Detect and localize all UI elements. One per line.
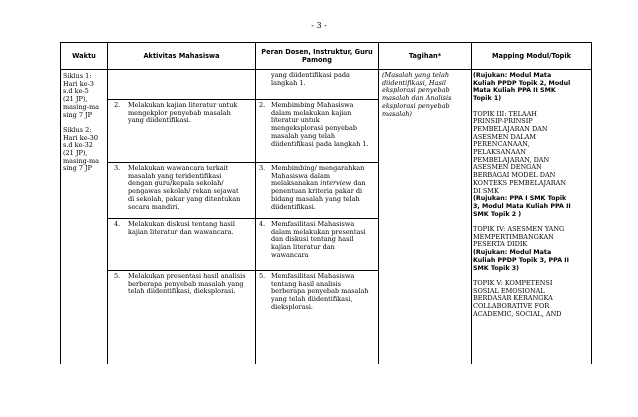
mapping-cell xyxy=(472,70,592,364)
header-peran: Peran Dosen, Instruktur, Guru Pamong xyxy=(256,43,379,70)
tagihan-cell: (Masalah yang telah diidentifikasi, Hasil eksplorasi penyebab masalah dan Analisis eksplorasi penyebab masalah) xyxy=(379,70,472,364)
table-row xyxy=(61,70,592,100)
aktivitas-cell: 3. Melakukan wawancara terkait masalah yang teridentifikasi dengan guru/kepala sekolah/ pengawas sekolah/ rekan sejawat di sekolah, pakar yang ditentukan secara mandiri. xyxy=(108,163,256,219)
header-tagihan: Tagihan* xyxy=(379,43,472,70)
mapping-topic-3: TOPIK III: TELAAH PRINSIP-PRINSIP PEMBELAJARAN DAN ASESMEN DALAM PERENCANAAN, PELAKSANAAN PEMBELAJARAN, DAN ASESMEN DENGAN BERBAGAI MODEL DAN KONTEKS PEMBELAJARAN DI SMK xyxy=(473,109,567,195)
aktivitas-cell: 4. Melakukan diskusi tentang hasil kajian literatur dan wawancara. xyxy=(108,219,256,271)
mapping-ref-1: (Rujukan: Modul Mata Kuliah PPDP Topik 2, Modul Mata Kuliah PPA II SMK Topik 1) xyxy=(473,72,571,103)
mapping-topic-5: TOPIK V: KOMPETENSI SOSIAL EMOSIONAL BERDASAR KERANGKA COLLABORATIVE FOR ACADEMIC, SOCIAL, AND xyxy=(473,278,562,318)
peran-cell: 2. Membimbing Mahasiswa dalam melakukan kajian literatur untuk mengeksplorasi penyebab masalah yang telah diidentifikasi pada langkah 1. xyxy=(256,100,379,163)
mapping-topic-4: TOPIK IV: ASESMEN YANG MEMPERTIMBANGKAN PESERTA DIDIK xyxy=(473,225,565,249)
aktivitas-cell: 5. Melakukan presentasi hasil analisis berberapa penyebab masalah yang telah diidentifikasi, dieksplorasi. xyxy=(108,271,256,364)
peran-cell: 3. Membimbing/ mengarahkan Mahasiswa dalam melaksanakan interview dan penentuan kriteria pakar di bidang masalah yang telah diidentifikasi. xyxy=(256,163,379,219)
header-waktu: Waktu xyxy=(61,43,108,70)
mapping-ref-2: (Rujukan: PPA I SMK Topik 3, Modul Mata Kuliah PPA II SMK Topik 2 ) xyxy=(473,195,571,218)
activity-table xyxy=(60,42,592,364)
table-header-row xyxy=(61,43,592,70)
peran-cell: 4. Memfasilitasi Mahasiswa dalam melakukan presentasi dan diskusi tentang hasil kajian literatur dan wawancara xyxy=(256,219,379,271)
header-aktivitas: Aktivitas Mahasiswa xyxy=(108,43,256,70)
mapping-ref-3: (Rujukan: Modul Mata Kuliah PPDP Topik 3, PPA II SMK Topik 3) xyxy=(473,249,569,272)
peran-cell: 5. Memfasilitasi Mahasiswa tentang hasil analisis berberapa penyebab masalah yang telah diidentifikasi, dieksplorasi. xyxy=(256,271,379,364)
header-mapping: Mapping Modul/Topik xyxy=(472,43,592,70)
page-number: - 3 - xyxy=(311,21,327,30)
aktivitas-cell: 2. Melakukan kajian literatur untuk mengekplor penyebab masalah yang diidentifikasi. xyxy=(108,100,256,163)
aktivitas-cell xyxy=(108,70,256,100)
peran-cell: yang diidentifikasi pada langkah 1. xyxy=(256,70,379,100)
waktu-cell: Siklus 1: Hari ke-3 s.d ke-5 (21 JP), masing-ma sing 7 JP Siklus 2: Hari ke-30 s.d ke-32 (21 JP), masing-ma sing 7 JP xyxy=(61,70,108,364)
